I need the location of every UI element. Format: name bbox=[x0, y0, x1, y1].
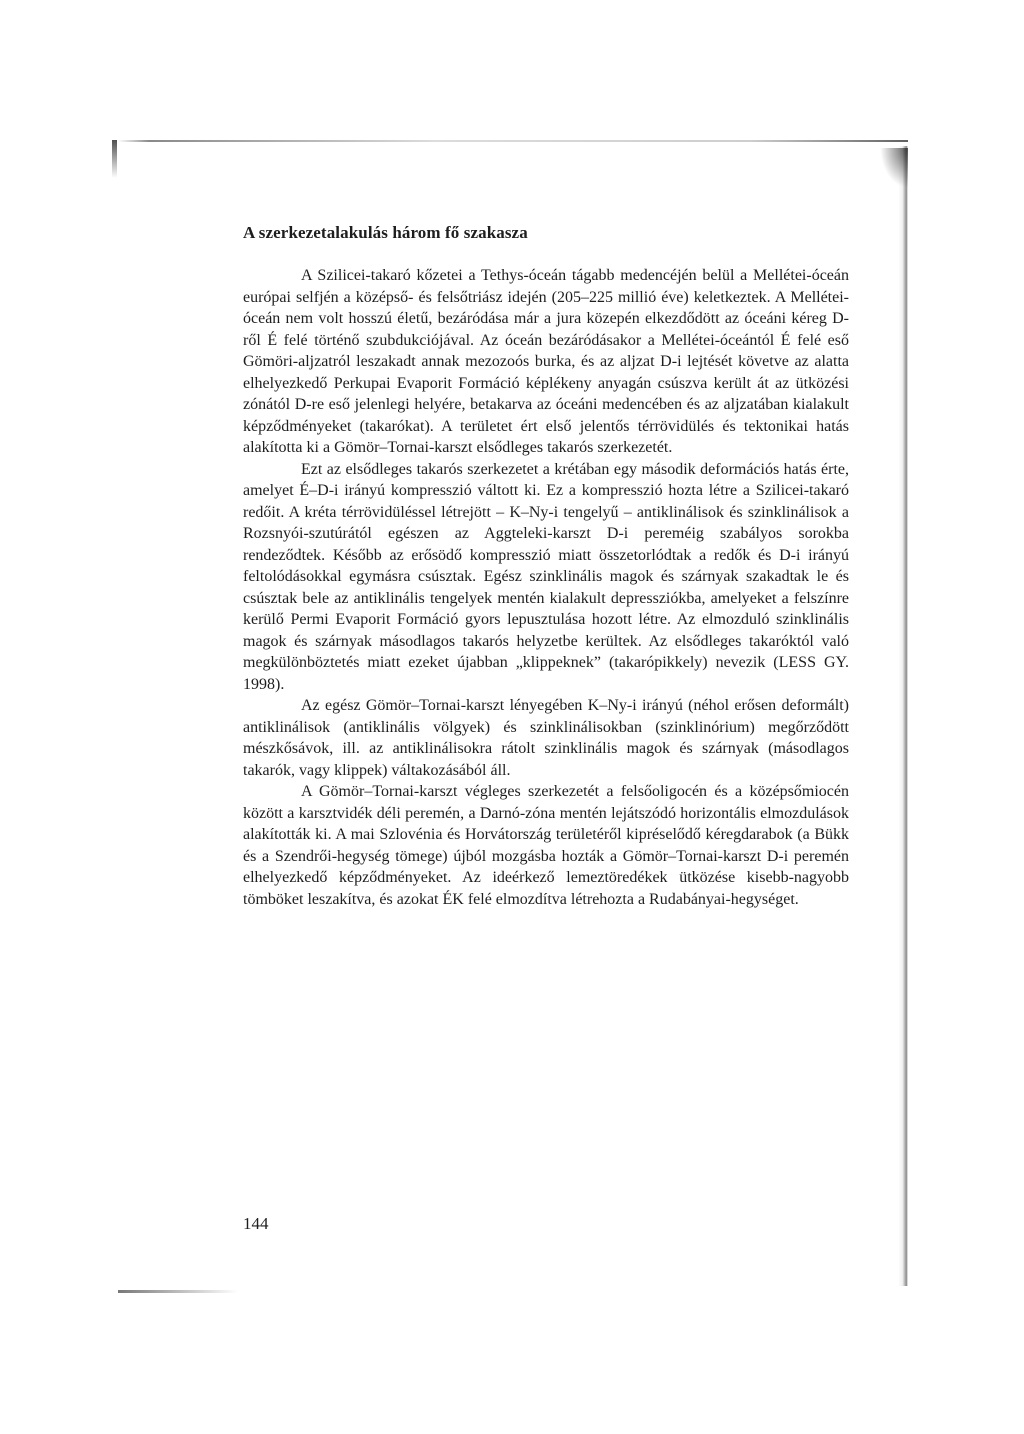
scan-edge-bottom bbox=[118, 1290, 238, 1293]
scan-edge-top bbox=[118, 140, 908, 142]
scan-edge-right bbox=[898, 146, 908, 1286]
paragraph-2: Ezt az elsődleges takarós szerkezetet a krétában egy második deformációs hatás érte, amelyet É–D-i irányú kompresszió váltott ki. Ez a kompresszió hozta létre a Szilicei-takaró redőit. A kréta térrövidüléssel létrejött – K–Ny-i tengelyű – antiklinálisok és szinklinálisok a Rozsnyói-szutúrától egészen az Aggteleki-karszt D-i pereméig szabályos sorokba rendeződtek. Később az erősödő kompresszió miatt összetorlódtak a redők és D-i irányú feltolódásokkal egymásra csúsztak. Egész szinklinális magok és szárnyak szakadtak le és csúsztak bele az antiklinális tengelyek mentén kialakult depressziókba, amelyeket a felszínre kerülő Permi Evaporit Formáció gyors lepusztulása hozott létre. Az elmozduló szinklinális magok és szárnyak másodlagos takarós helyzetbe kerültek. Az elsődleges takaróktól való megkülönböztetés miatt ezeket újabban „klippeknek” (takarópikkely) nevezik (LESS GY. 1998). bbox=[243, 460, 849, 693]
paragraph-3: Az egész Gömör–Tornai-karszt lényegében K–Ny-i irányú (néhol erősen deformált) antiklinálisok (antiklinális völgyek) és szinklinálisokban (szinklinórium) megőrződött mészkősávok, ill. az antiklinálisokra rátolt szinklinális magok és szárnyak (másodlagos takarók, vagy klippek) váltakozásából áll. bbox=[243, 697, 849, 779]
scan-edge-corner bbox=[112, 140, 117, 178]
scan-edge-shadow bbox=[880, 148, 908, 188]
section-heading: A szerkezetalakulás három fő szakasza bbox=[243, 223, 528, 242]
page-number: 144 bbox=[243, 1214, 269, 1233]
paragraph-4: A Gömör–Tornai-karszt végleges szerkezetét a felsőoligocén és a középsőmiocén között a karsztvidék déli peremén, a Darnó-zóna mentén lejátszódó horizontális elmozdulások alakították ki. A mai Szlovénia és Horvátország területéről kipréselődő kéregdarabok (a Bükk és a Szendrői-hegység tömege) újból mozgásba hozták a Gömör–Tornai-karszt D-i peremén elhelyezkedő képződményeket. Az ideérkező lemeztöredékek ütközése kisebb-nagyobb tömböket leszakítva, és azokat ÉK felé elmozdítva létrehozta a Rudabányai-hegységet. bbox=[243, 783, 849, 908]
page-body bbox=[243, 223, 849, 910]
paragraph-1: A Szilicei-takaró kőzetei a Tethys-óceán tágabb medencéjén belül a Mellétei-óceán európai selfjén a középső- és felsőtriász idején (205–225 millió éve) keletkeztek. A Mellétei-óceán nem volt hosszú életű, bezáródása már a jura közepén elkezdődött az óceáni kéreg D-ről É felé történő szubdukciójával. Az óceán bezáródásakor a Mellétei-óceántól É felé eső Gömöri-aljzatról leszakadt annak mezozoós burka, és az aljzat D-i lejtését követve az alatta elhelyezkedő Perkupai Evaporit Formáció képlékeny anyagán csúszva került át az ütközési zónától D-re eső jelenlegi helyére, betakarva az óceáni medencében és az aljzatában kialakult képződményeket (takarókat). A területet ért első jelentős térrövidülés és tektonikai hatás alakította ki a Gömör–Tornai-karszt elsődleges takarós szerkezetét. bbox=[243, 267, 849, 456]
